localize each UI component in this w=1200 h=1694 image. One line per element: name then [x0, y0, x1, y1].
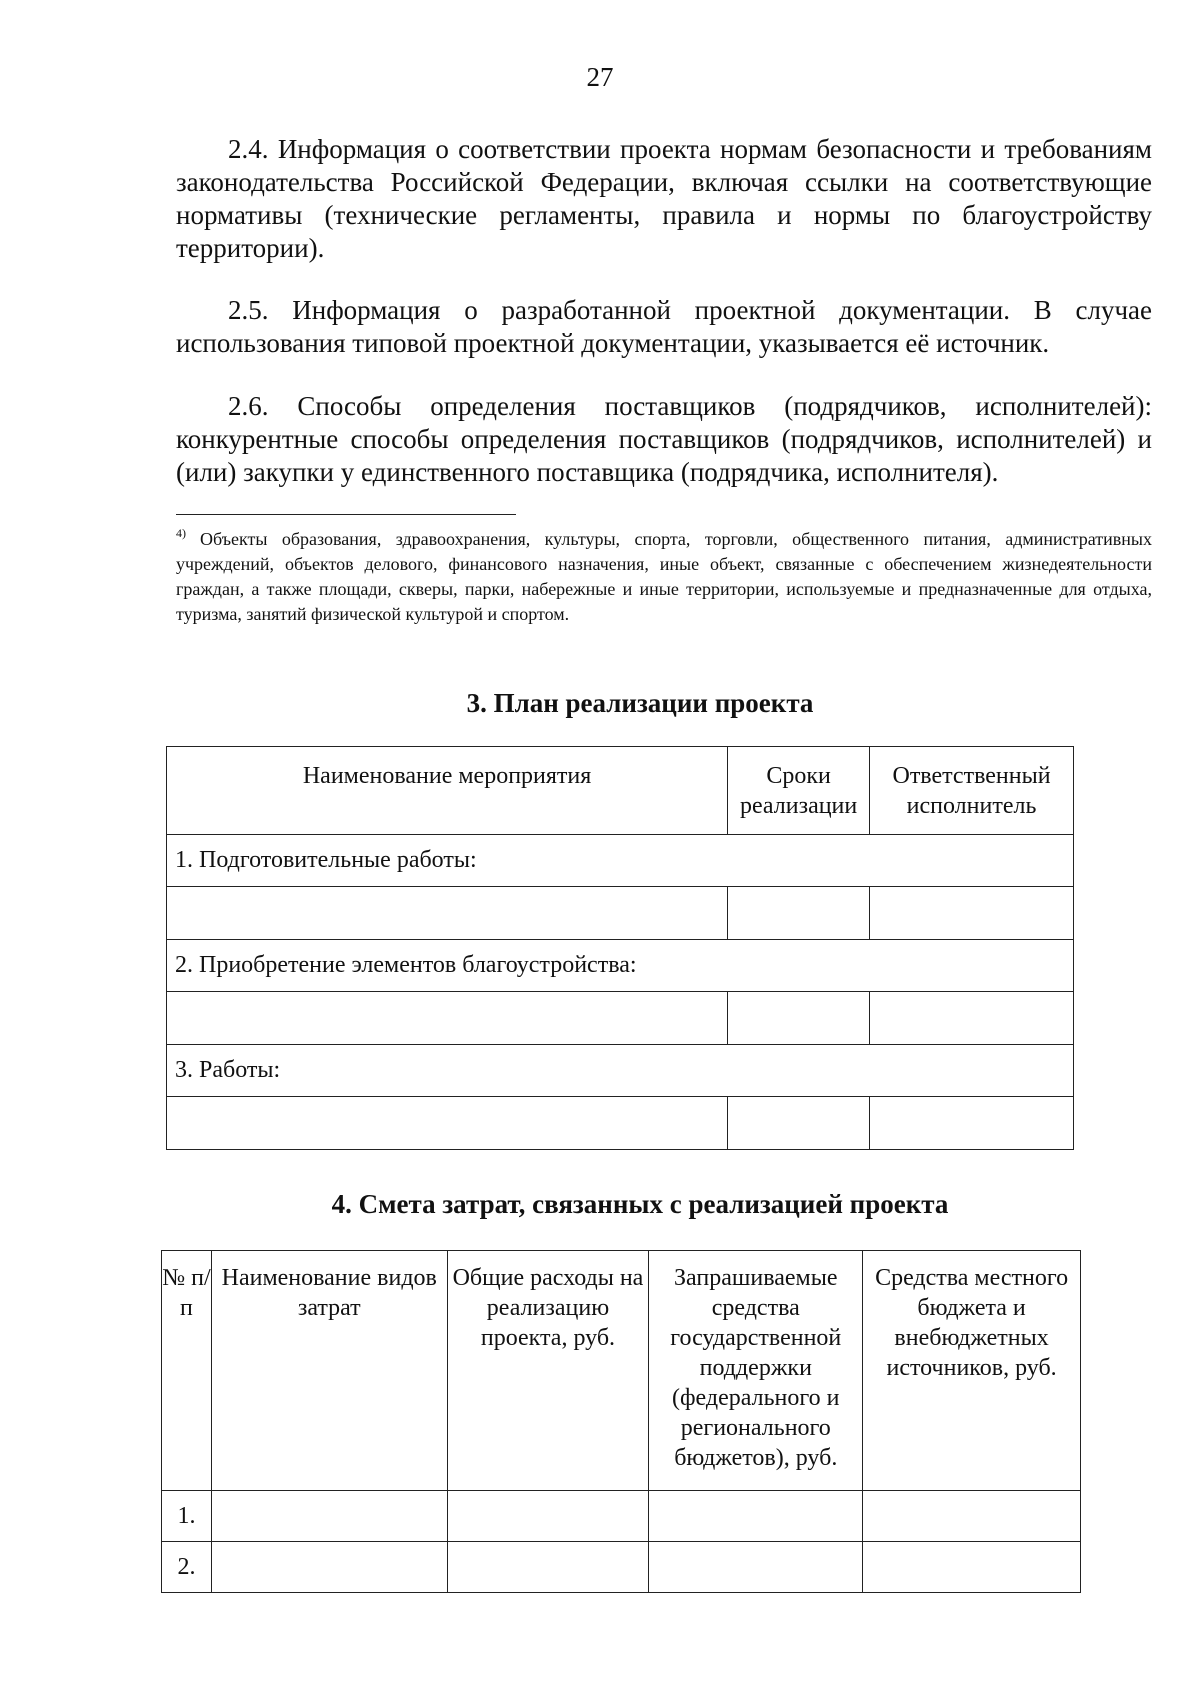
- cost-cell: [447, 1491, 649, 1542]
- plan-group-row: 3. Работы:: [167, 1045, 1074, 1097]
- footnote-marker: 4): [176, 526, 186, 540]
- cost-header-total: Общие расходы на реализацию проекта, руб.: [447, 1251, 649, 1491]
- paragraph-2-4: 2.4. Информация о соответствии проекта нормам безопасности и требованиям законодательства Российской Федерации, включая ссылки на соответствующие нормативы (технические регламенты, правила и нормы по благоустройству территории).: [176, 134, 1152, 263]
- page-number: 27: [586, 62, 614, 92]
- plan-cell: [870, 992, 1074, 1045]
- plan-cell: [870, 1097, 1074, 1150]
- cost-header-type: Наименование видов затрат: [211, 1251, 447, 1491]
- plan-header-responsible: Ответственный исполнитель: [870, 747, 1074, 835]
- plan-header-name: Наименование мероприятия: [167, 747, 728, 835]
- footnote: [176, 521, 1152, 627]
- plan-cell: [167, 1097, 728, 1150]
- plan-group-row: 1. Подготовительные работы:: [167, 835, 1074, 887]
- cost-header-state-support: Запрашиваемые средства государственной поддержки (федерального и регионального бюджетов), руб.: [649, 1251, 863, 1491]
- plan-cell: [870, 887, 1074, 940]
- cost-cell: [211, 1542, 447, 1593]
- cost-row-number: 1.: [162, 1491, 212, 1542]
- cost-header-local: Средства местного бюджета и внебюджетных источников, руб.: [863, 1251, 1081, 1491]
- cost-cell: [863, 1491, 1081, 1542]
- section-3-title: 3. План реализации проекта: [466, 688, 814, 718]
- cost-row-number: 2.: [162, 1542, 212, 1593]
- plan-cell: [728, 887, 870, 940]
- cost-cell: [649, 1542, 863, 1593]
- paragraph-2-5: 2.5. Информация о разработанной проектной документации. В случае использования типовой проектной документации, указывается её источник.: [176, 295, 1152, 358]
- cost-table: [161, 1250, 1081, 1593]
- cost-cell: [649, 1491, 863, 1542]
- plan-cell: [728, 992, 870, 1045]
- cost-header-num: № п/п: [162, 1251, 212, 1491]
- section-4-title: 4. Смета затрат, связанных с реализацией проекта: [331, 1189, 949, 1219]
- plan-cell: [167, 992, 728, 1045]
- plan-cell: [167, 887, 728, 940]
- cost-cell: [863, 1542, 1081, 1593]
- cost-cell: [447, 1542, 649, 1593]
- plan-group-row: 2. Приобретение элементов благоустройства:: [167, 940, 1074, 992]
- cost-cell: [211, 1491, 447, 1542]
- plan-header-terms: Сроки реализации: [728, 747, 870, 835]
- plan-cell: [728, 1097, 870, 1150]
- footnote-text: Объекты образования, здравоохранения, культуры, спорта, торговли, общественного питания, административных учреждений, объектов делового, финансового назначения, иные объект, связанные с обеспечением жизнедеятельности граждан, а также площади, скверы, парки, набережные и иные территории, используемые и предназначенные для отдыха, туризма, занятий физической культурой и спортом.: [176, 529, 1152, 624]
- paragraph-2-6: 2.6. Способы определения поставщиков (подрядчиков, исполнителей): конкурентные способы определения поставщиков (подрядчиков, исполнителей) и (или) закупки у единственного поставщика (подрядчика, исполнителя).: [176, 391, 1152, 487]
- plan-table: [166, 746, 1074, 1150]
- footnote-divider: [176, 514, 516, 515]
